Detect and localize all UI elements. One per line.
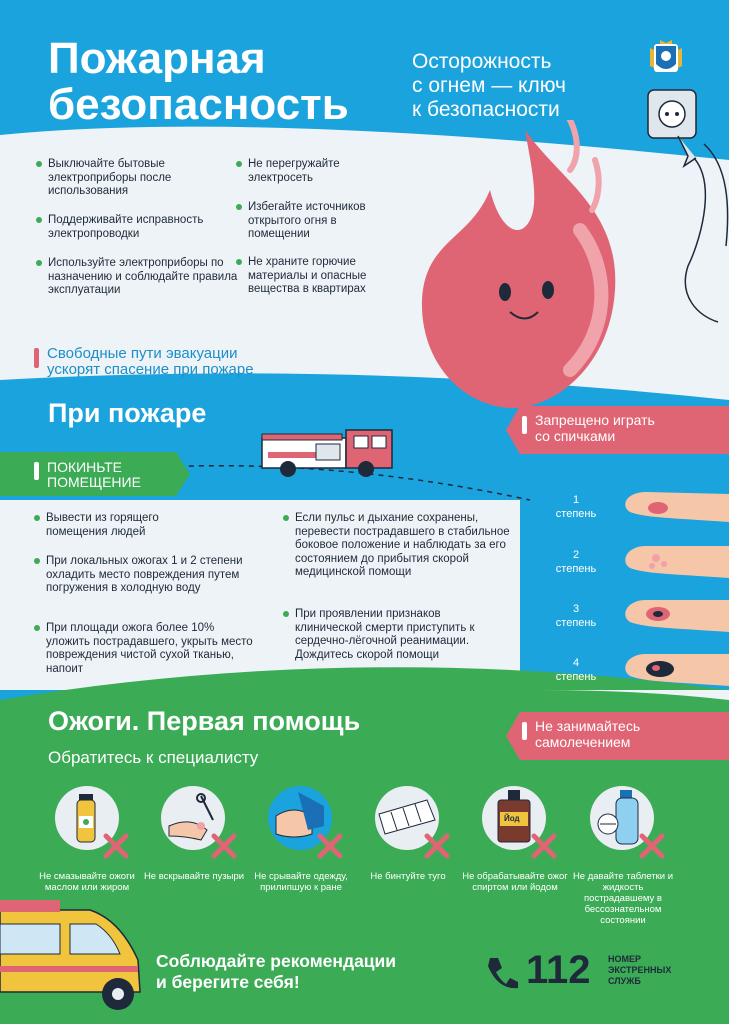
dont-label: Не смазывайте ожоги маслом или жиром <box>39 871 135 893</box>
tip-item: Не храните горючие материалы и опасные вещества в квартирах <box>236 256 398 297</box>
cross-icon <box>638 832 666 860</box>
matches-line: со спичками <box>535 428 616 444</box>
self-treat-line: Не занимайтесь <box>535 718 641 734</box>
slogan-line: Соблюдайте рекомендации <box>156 951 397 971</box>
caption-line: СЛУЖБ <box>608 976 641 986</box>
burn-degree-label <box>546 602 606 630</box>
tagline <box>412 50 566 122</box>
fire-heading: При пожаре <box>48 398 207 428</box>
burn-degree-label <box>546 548 606 576</box>
self-treat-banner-content <box>522 718 640 750</box>
cross-icon <box>530 832 558 860</box>
flame-mascot <box>410 120 640 420</box>
evacuation-line: Свободные пути эвакуации <box>47 345 238 362</box>
leave-line: ПОКИНЬТЕ <box>47 459 122 475</box>
fire-truck-icon <box>258 424 398 482</box>
fire-step-item: При проявлении признаков клинической смерти приступить к сердечно-лёгочной реанимации. Дождитесь скорой помощи <box>283 608 485 662</box>
degree-number: 4 <box>572 657 580 669</box>
tagline-line: с огнем — ключ <box>412 74 566 97</box>
burn-degree-label <box>546 493 606 521</box>
iodine-label: Йод <box>504 814 520 823</box>
degree-text: степень <box>555 563 597 575</box>
socket-plug-icon <box>638 86 729 326</box>
burns-heading: Ожоги. Первая помощь <box>48 706 361 736</box>
degree-text: степень <box>555 617 597 629</box>
tagline-line: Осторожность <box>412 50 552 73</box>
cross-icon <box>423 832 451 860</box>
page-title <box>48 36 349 128</box>
phone-icon <box>484 954 520 990</box>
cross-icon <box>316 832 344 860</box>
exclamation-icon <box>34 462 39 480</box>
slogan-line: и берегите себя! <box>156 972 300 992</box>
dont-label: Не бинтуйте туго <box>370 871 446 882</box>
dont-label: Не давайте таблетки и жидкость пострадавшему в бессознательном состоянии <box>572 871 674 926</box>
degree-number: 1 <box>572 494 580 506</box>
burns-subheading: Обратитесь к специалисту <box>48 748 259 767</box>
tip-item: Выключайте бытовые электроприборы после использования <box>36 158 218 199</box>
tip-item: Используйте электроприборы по назначению и соблюдайте правила эксплуатации <box>36 257 238 298</box>
caption-line: НОМЕР <box>608 954 642 964</box>
leave-line: ПОМЕЩЕНИЕ <box>47 474 141 490</box>
fire-step-item: Вывести из горящего помещения людей <box>34 512 216 539</box>
emergency-number[interactable]: 112 <box>526 948 591 992</box>
dont-label: Не вскрывайте пузыри <box>143 871 245 882</box>
tip-item: Не перегружайте электросеть <box>236 158 378 185</box>
caption-line: ЭКСТРЕННЫХ <box>608 965 672 975</box>
exclamation-icon <box>34 348 39 368</box>
dont-label: Не срывайте одежду, прилипшую к ране <box>254 871 348 893</box>
fire-step-item: Если пульс и дыхание сохранены, перевести пострадавшего в стабильное боковое положение и наблюдать за его состоянием до прибытия скорой медицинской помощи <box>283 512 515 580</box>
emergency-caption <box>608 954 671 987</box>
cross-icon <box>210 832 238 860</box>
evacuation-line: ускорят спасение при пожаре <box>47 361 254 378</box>
exclamation-icon <box>522 722 527 740</box>
ambulance-icon <box>0 900 150 1024</box>
cross-icon <box>102 832 130 860</box>
title-line-1: Пожарная <box>48 34 266 83</box>
leave-banner-content <box>34 460 141 490</box>
burned-hands-icon <box>606 484 729 698</box>
burn-degree-label <box>546 656 606 684</box>
title-line-2: безопасность <box>48 80 349 129</box>
matches-banner-content <box>522 412 655 444</box>
dont-label: Не обрабатывайте ожог спиртом или йодом <box>462 871 568 893</box>
degree-text: степень <box>555 671 597 683</box>
degree-number: 2 <box>572 549 580 561</box>
footer-slogan <box>156 951 396 993</box>
degree-number: 3 <box>572 603 580 615</box>
tip-item: Поддерживайте исправность электропроводки <box>36 214 238 241</box>
evacuation-note <box>34 346 254 378</box>
tagline-line: к безопасности <box>412 98 560 121</box>
tip-item: Избегайте источников открытого огня в помещении <box>236 201 378 242</box>
matches-line: Запрещено играть <box>535 412 655 428</box>
exclamation-icon <box>522 416 527 434</box>
fire-step-item: При локальных ожогах 1 и 2 степени охладить место повреждения путем погружения в холодную воду <box>34 555 256 596</box>
coat-of-arms-icon <box>646 38 686 78</box>
self-treat-line: самолечением <box>535 734 631 750</box>
degree-text: степень <box>555 508 597 520</box>
fire-step-item: При площади ожога более 10% уложить пострадавшего, укрыть место повреждения чистой сухой тканью, напоит <box>34 622 256 676</box>
